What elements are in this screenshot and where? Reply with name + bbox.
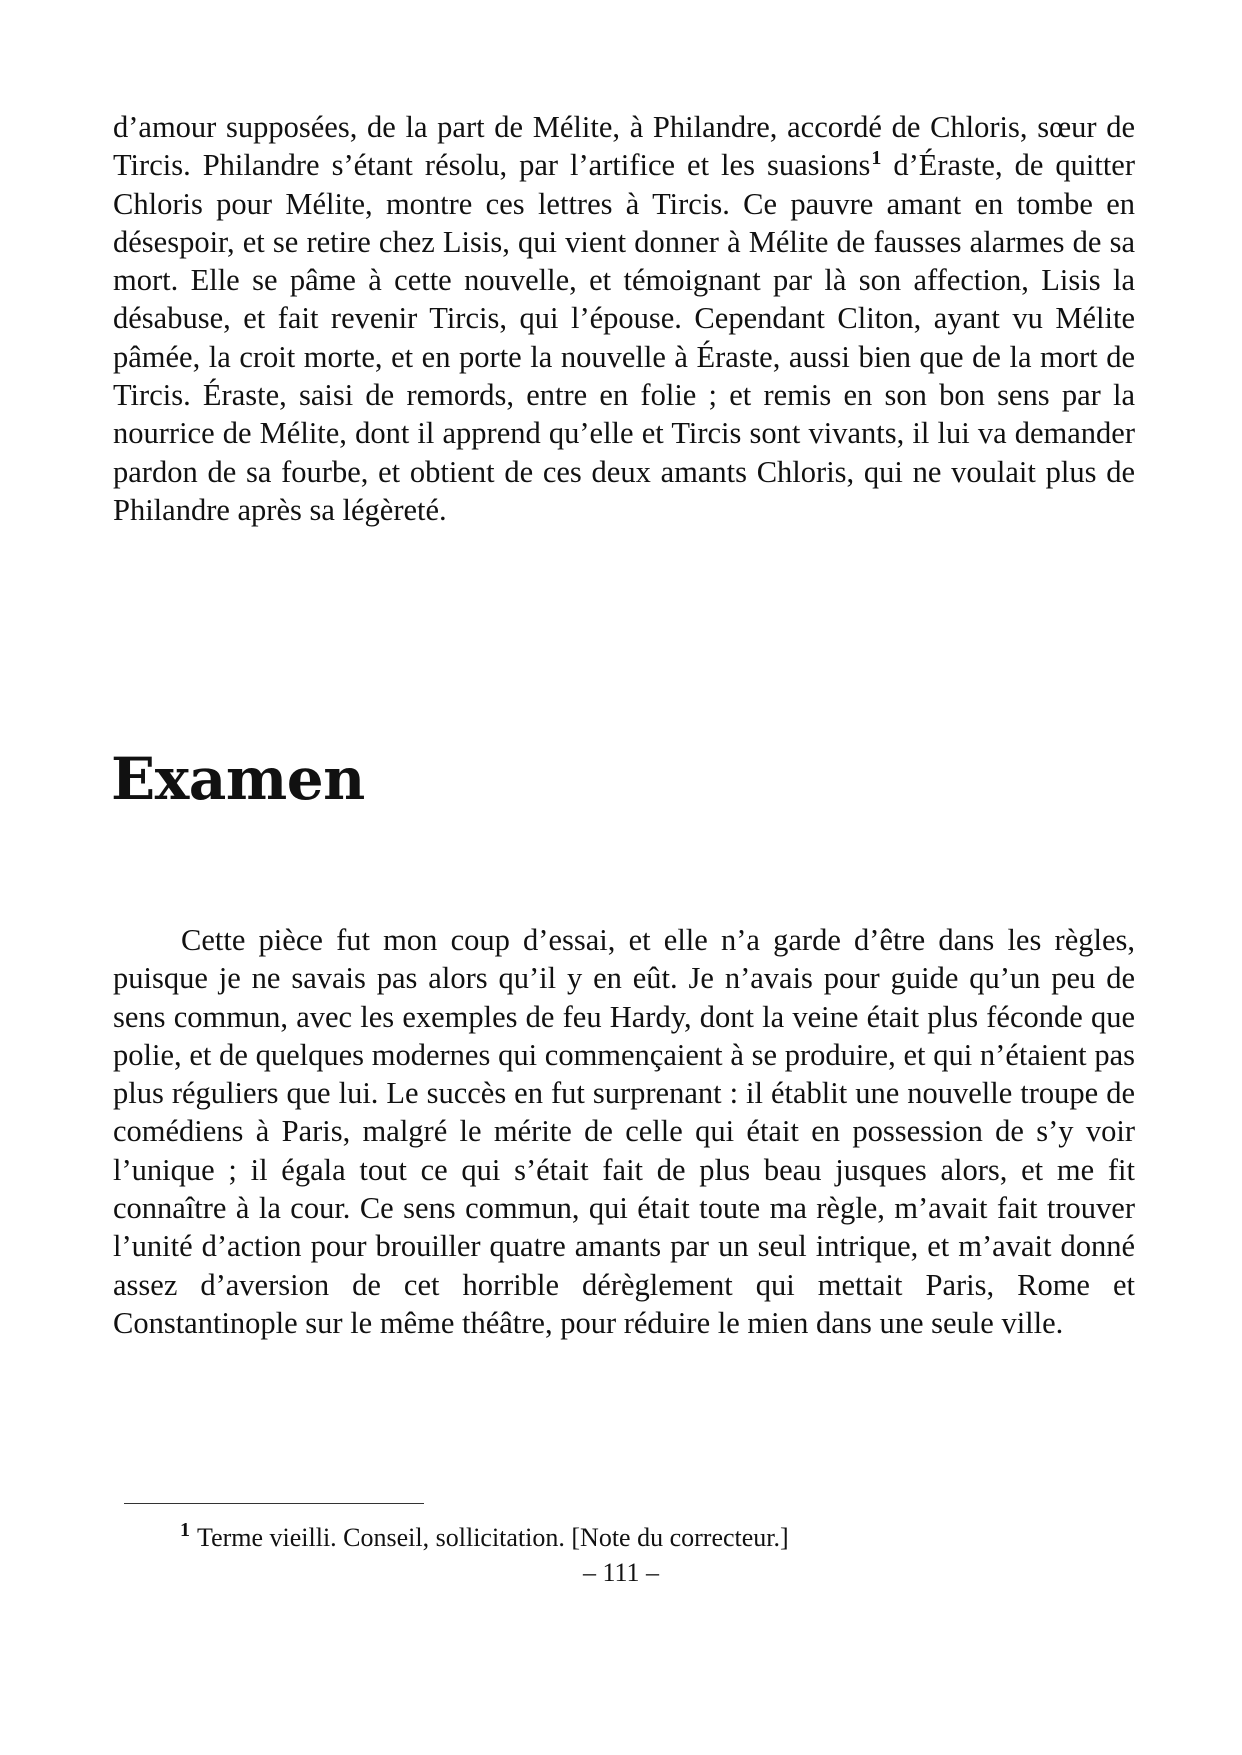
- paragraph-summary: [113, 108, 1135, 529]
- paragraph-summary-text-b: d’Éraste, de quitter Chloris pour Mélite, montre ces lettres à Tircis. Ce pauvre amant en tombe en désespoir, et se retire chez Lisis, qui vient donner à Mélite de fausses alarmes de sa mort. Elle se pâme à cette nouvelle, et témoignant par là son affection, Lisis la désabuse, et fait revenir Tircis, qui l’épouse. Cependant Cliton, ayant vu Mélite pâmée, la croit morte, et en porte la nouvelle à Éraste, aussi bien que de la mort de Tircis. Éraste, saisi de remords, entre en folie ; et remis en son bon sens par la nourrice de Mélite, dont il apprend qu’elle et Tircis sont vivants, il lui va demander pardon de sa fourbe, et obtient de ces deux amants Chloris, qui ne voulait plus de Philandre après sa légèreté.: [113, 148, 1136, 527]
- section-heading-examen: Examen: [111, 745, 365, 813]
- footnote-mark: 1: [180, 1519, 190, 1542]
- footnote-divider: [124, 1503, 424, 1504]
- footnote-reference[interactable]: 1: [871, 147, 882, 170]
- page-number: – 111 –: [582, 1558, 660, 1587]
- footnote: [180, 1519, 1080, 1554]
- footnote-text: Terme vieilli. Conseil, sollicitation. [Note du correcteur.]: [197, 1523, 789, 1552]
- paragraph-summary-text-a: d’amour supposées, de la part de Mélite, à Philandre, accordé de Chloris, sœur de Tircis. Philandre s’étant résolu, par l’artifice et les suasions: [113, 110, 1135, 183]
- paragraph-examen: Cette pièce fut mon coup d’essai, et elle n’a garde d’être dans les règles, puisque je ne savais pas alors qu’il y en eût. Je n’avais pour guide qu’un peu de sens commun, avec les exemples de feu Hardy, dont la veine était plus féconde que polie, et de quelques modernes qui commençaient à se produire, et qui n’étaient pas plus réguliers que lui. Le succès en fut surprenant : il établit une nouvelle troupe de comédiens à Paris, malgré le mérite de celle qui était en possession de s’y voir l’unique ; il égala tout ce qui s’était fait de plus beau jusques alors, et me fit connaître à la cour. Ce sens commun, qui était toute ma règle, m’avait fait trouver l’unité d’action pour brouiller quatre amants par un seul intrique, et m’avait donné assez d’aversion de cet horrible dérèglement qui mettait Paris, Rome et Constantinople sur le même théâtre, pour réduire le mien dans une seule ville.: [113, 923, 1135, 1340]
